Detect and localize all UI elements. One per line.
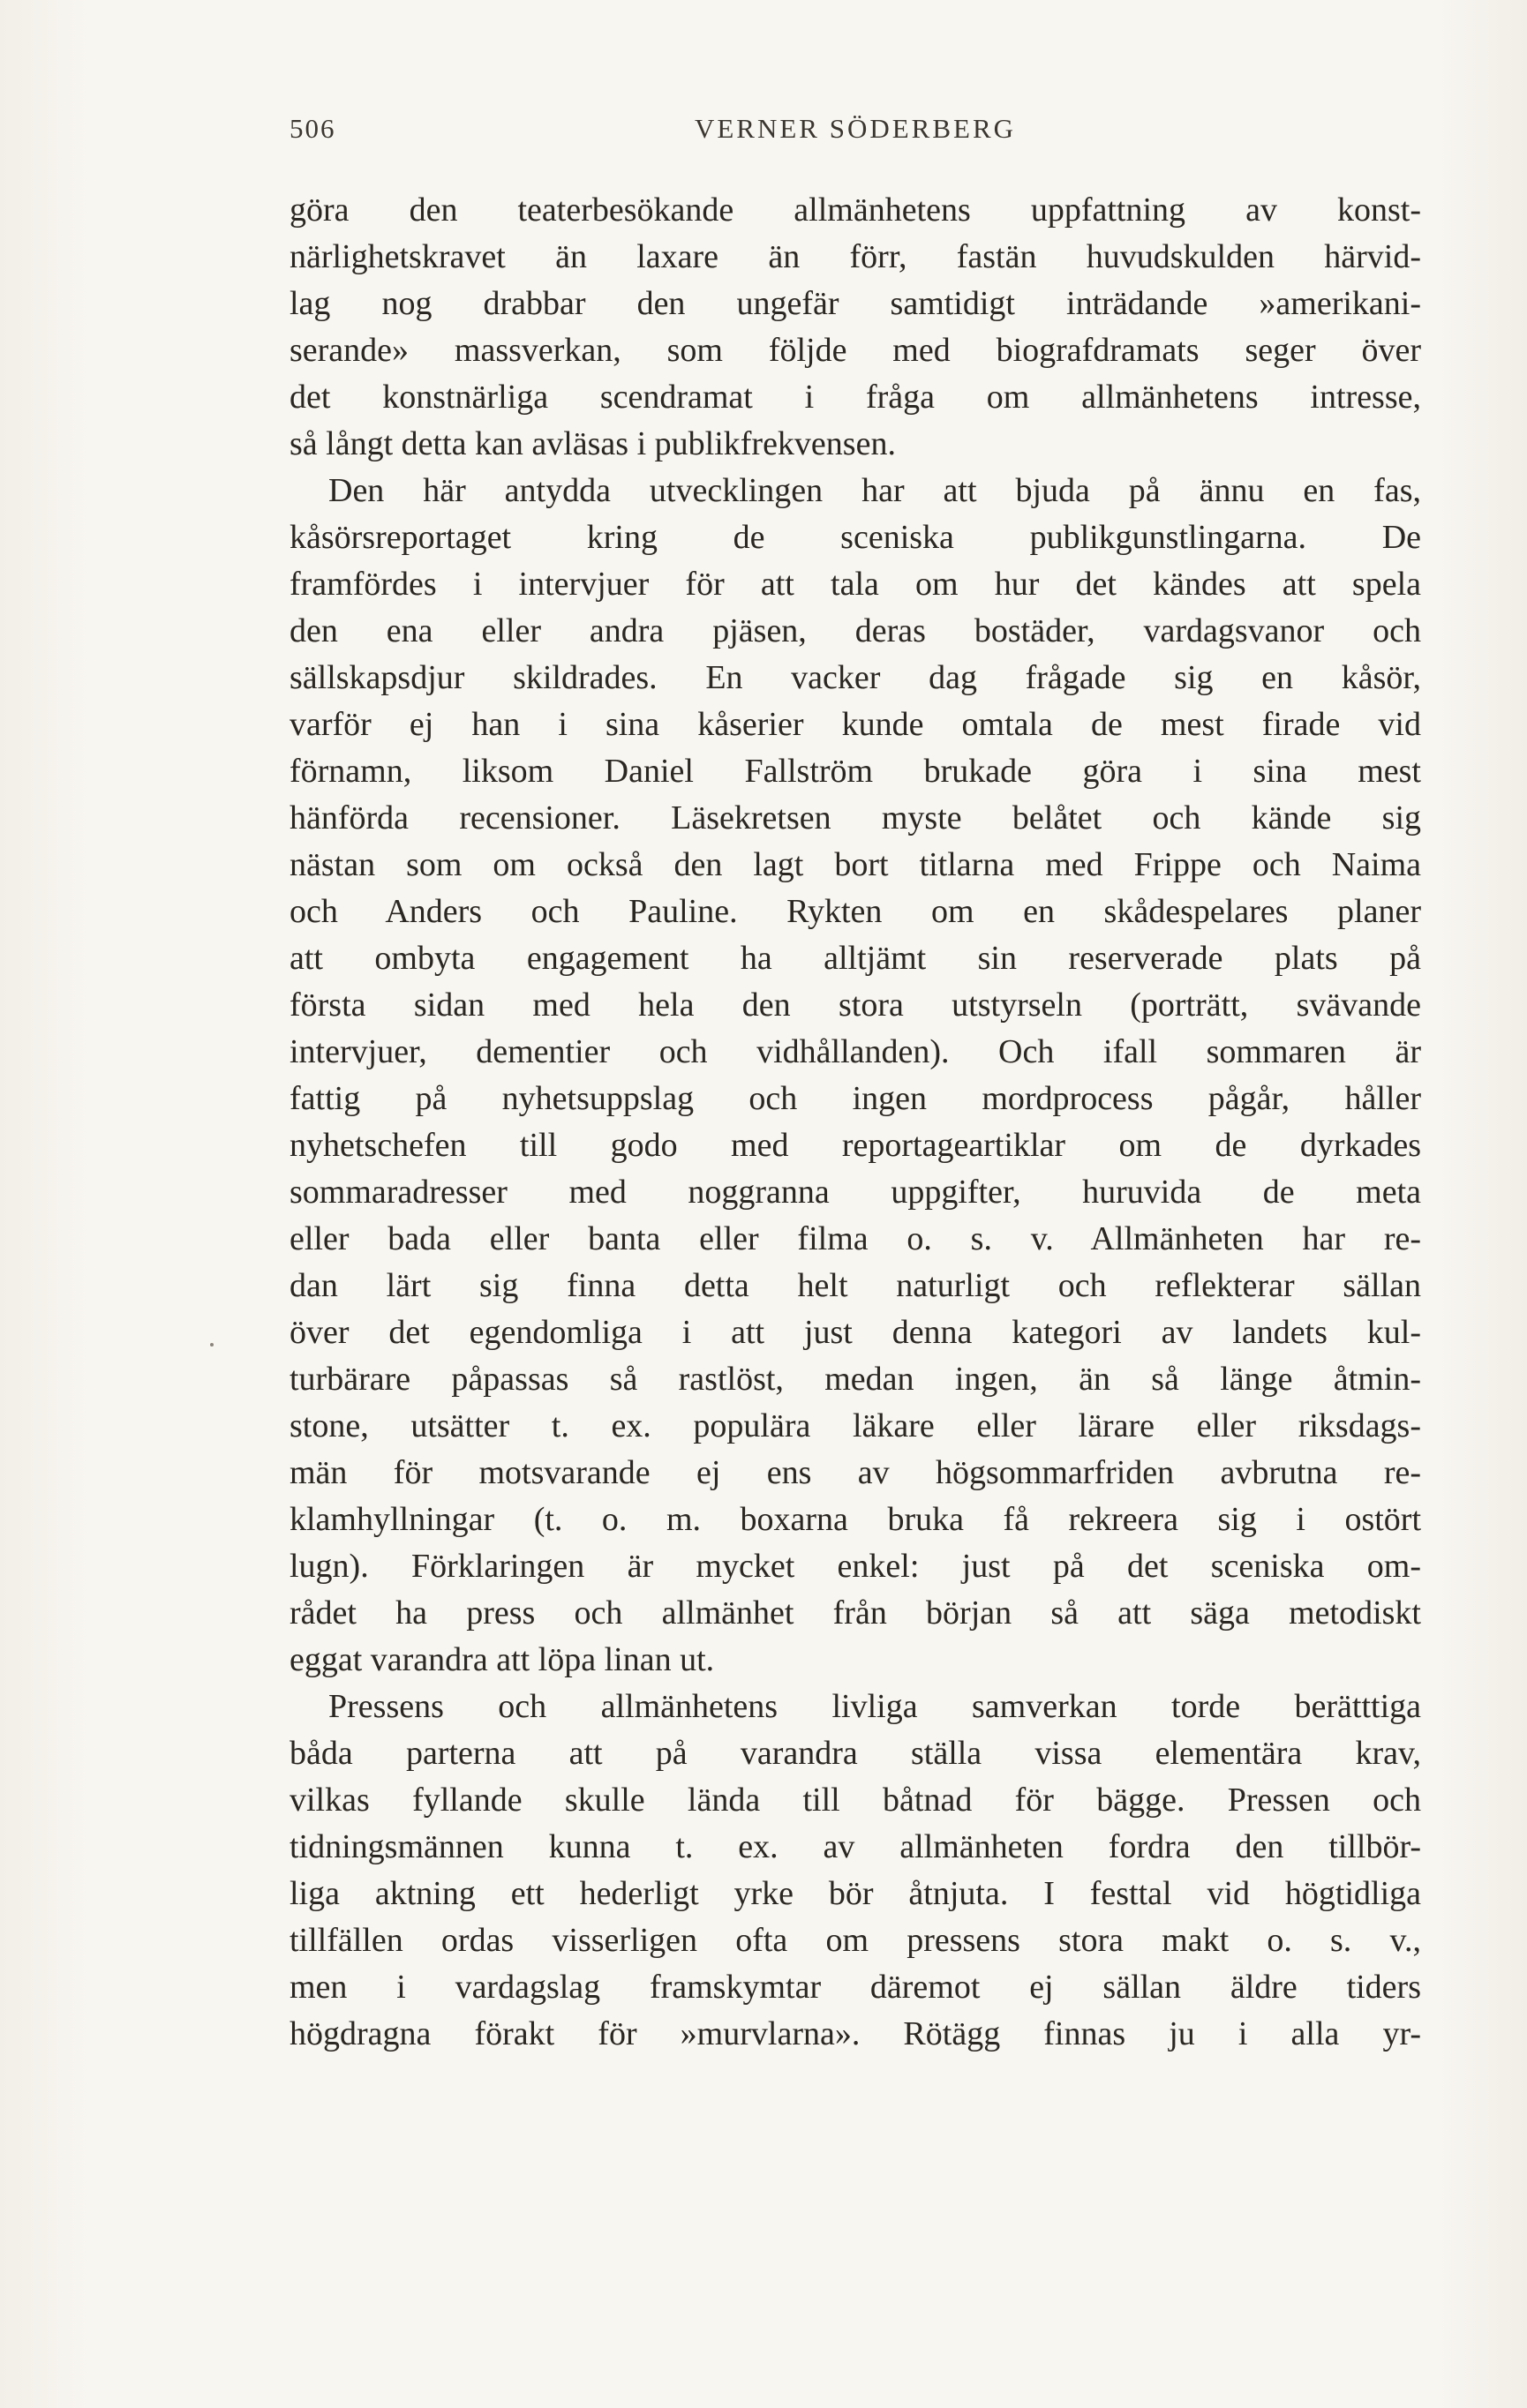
text-line: tillfällen ordas visserligen ofta om pressens stora makt o. s. v., (290, 1922, 1421, 1959)
text-line: första sidan med hela den stora utstyrseln (porträtt, svävande (290, 986, 1421, 1024)
margin-speck (210, 1343, 214, 1347)
text-line: eller bada eller banta eller filma o. s. v. Allmänheten har re- (290, 1220, 1421, 1257)
text-line: hänförda recensioner. Läsekretsen myste belåtet och kände sig (290, 799, 1421, 836)
text-line: lugn). Förklaringen är mycket enkel: just på det sceniska om- (290, 1548, 1421, 1585)
text-line: den ena eller andra pjäsen, deras bostäder, vardagsvanor och (290, 612, 1421, 649)
text-line: göra den teaterbesökande allmänhetens uppfattning av konst- (290, 191, 1421, 229)
text-line: att ombyta engagement ha alltjämt sin reserverade plats på (290, 940, 1421, 977)
text-line: sällskapsdjur skildrades. En vacker dag frågade sig en kåsör, (290, 659, 1421, 696)
page-number: 506 (290, 113, 336, 144)
text-line: liga aktning ett hederligt yrke bör åtnjuta. I festtal vid högtidliga (290, 1875, 1421, 1912)
text-line: lag nog drabbar den ungefär samtidigt inträdande »amerikani- (290, 285, 1421, 322)
text-line: fattig på nyhetsuppslag och ingen mordprocess pågår, håller (290, 1080, 1421, 1117)
text-line: över det egendomliga i att just denna kategori av landets kul- (290, 1314, 1421, 1351)
running-head: VERNER SÖDERBERG (694, 113, 1017, 144)
text-line: klamhyllningar (t. o. m. boxarna bruka få rekreera sig i ostört (290, 1501, 1421, 1538)
text-line: serande» massverkan, som följde med biografdramats seger över (290, 332, 1421, 369)
body-text (290, 187, 1421, 2058)
text-line: men i vardagslag framskymtar däremot ej sällan äldre tiders (290, 1969, 1421, 2006)
text-line: Pressens och allmänhetens livliga samverkan torde berätttiga (328, 1688, 1421, 1725)
text-line: kåsörsreportaget kring de sceniska publikgunstlingarna. De (290, 519, 1421, 556)
text-line: båda parterna att på varandra ställa vissa elementära krav, (290, 1735, 1421, 1772)
text-line: förnamn, liksom Daniel Fallström brukade göra i sina mest (290, 753, 1421, 790)
text-line: Den här antydda utvecklingen har att bjuda på ännu en fas, (328, 472, 1421, 509)
text-line: vilkas fyllande skulle lända till båtnad för bägge. Pressen och (290, 1782, 1421, 1819)
text-line: varför ej han i sina kåserier kunde omtala de mest firade vid (290, 706, 1421, 743)
text-line: nyhetschefen till godo med reportageartiklar om de dyrkades (290, 1127, 1421, 1164)
text-line: dan lärt sig finna detta helt naturligt och reflekterar sällan (290, 1267, 1421, 1304)
text-line: så långt detta kan avläsas i publikfrekvensen. (290, 425, 896, 462)
text-line: tidningsmännen kunna t. ex. av allmänheten fordra den tillbör- (290, 1828, 1421, 1865)
text-line: närlighetskravet än laxare än förr, fastän huvudskulden härvid- (290, 238, 1421, 275)
text-line: intervjuer, dementier och vidhållanden). Och ifall sommaren är (290, 1033, 1421, 1070)
text-line: rådet ha press och allmänhet från början så att säga metodiskt (290, 1594, 1421, 1632)
text-line: sommaradresser med noggranna uppgifter, huruvida de meta (290, 1174, 1421, 1211)
text-line: män för motsvarande ej ens av högsommarfriden avbrutna re- (290, 1454, 1421, 1491)
text-line: framfördes i intervjuer för att tala om hur det kändes att spela (290, 566, 1421, 603)
text-line: det konstnärliga scendramat i fråga om allmänhetens intresse, (290, 379, 1421, 416)
text-line: turbärare påpassas så rastlöst, medan ingen, än så länge åtmin- (290, 1361, 1421, 1398)
text-line: högdragna förakt för »murvlarna». Rötägg finnas ju i alla yr- (290, 2015, 1421, 2052)
text-line: och Anders och Pauline. Rykten om en skådespelares planer (290, 893, 1421, 930)
text-line: eggat varandra att löpa linan ut. (290, 1641, 715, 1678)
page-header (290, 113, 1421, 148)
text-line: stone, utsätter t. ex. populära läkare eller lärare eller riksdags- (290, 1407, 1421, 1444)
text-line: nästan som om också den lagt bort titlarna med Frippe och Naima (290, 846, 1421, 883)
